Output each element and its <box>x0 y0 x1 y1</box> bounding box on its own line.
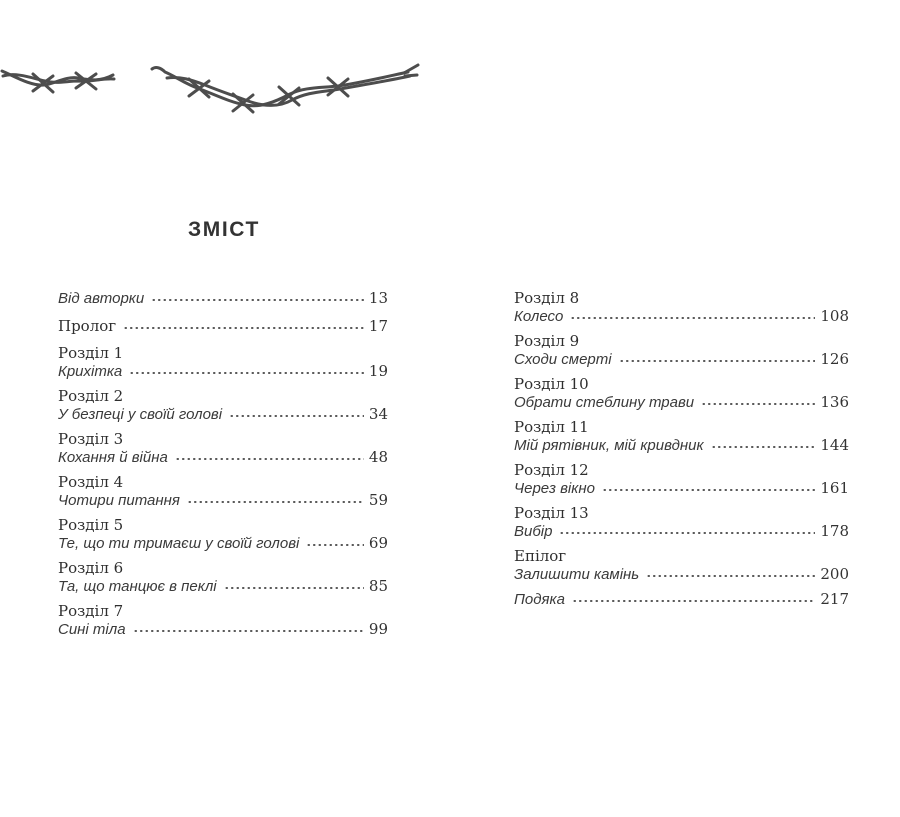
page-number: 200 <box>820 564 849 583</box>
toc-entry <box>514 462 849 497</box>
chapter-label: Розділ 13 <box>514 504 589 522</box>
toc-row <box>58 560 388 578</box>
chapter-title: Колесо <box>514 307 564 325</box>
page-number: 126 <box>820 349 849 368</box>
dot-leader <box>229 415 364 417</box>
chapter-title: Та, що танцює в пеклі <box>58 577 217 595</box>
dot-leader <box>306 544 364 546</box>
toc-entry <box>514 548 849 583</box>
dot-leader <box>711 446 816 448</box>
page-title: ЗМІСТ <box>188 218 260 241</box>
dot-leader <box>602 489 815 491</box>
toc-row <box>514 548 849 566</box>
chapter-label: Розділ 3 <box>58 430 124 448</box>
dot-leader <box>701 403 815 405</box>
dot-leader <box>187 501 364 503</box>
chapter-title: Через вікно <box>514 479 595 497</box>
toc-entry <box>58 345 388 380</box>
chapter-label: Розділ 2 <box>58 387 124 405</box>
chapter-label: Розділ 11 <box>514 418 589 436</box>
toc-row <box>58 578 388 596</box>
chapter-label: Розділ 8 <box>514 289 580 307</box>
dot-leader <box>619 360 816 362</box>
chapter-label: Розділ 9 <box>514 332 580 350</box>
toc-row <box>58 621 388 639</box>
toc-row <box>58 449 388 467</box>
toc-row <box>514 376 849 394</box>
toc-row <box>514 308 849 326</box>
toc-row <box>514 462 849 480</box>
chapter-label: Розділ 12 <box>514 461 589 479</box>
toc-row <box>58 517 388 535</box>
chapter-label: Розділ 4 <box>58 473 124 491</box>
toc-row <box>58 345 388 363</box>
toc-entry <box>58 318 388 336</box>
page-number: 69 <box>368 533 388 552</box>
page-number: 136 <box>820 392 849 411</box>
toc-entry <box>514 505 849 540</box>
chapter-title: Вибір <box>514 522 553 540</box>
toc-entry <box>514 333 849 368</box>
toc-entry <box>514 419 849 454</box>
page-number: 59 <box>368 490 388 509</box>
page-number: 161 <box>820 478 849 497</box>
toc-entry <box>58 560 388 595</box>
toc-row <box>58 535 388 553</box>
toc-row <box>514 523 849 541</box>
chapter-title: У безпеці у своїй голові <box>58 405 223 423</box>
toc-row <box>58 492 388 510</box>
toc-row <box>514 290 849 308</box>
dot-leader <box>559 532 815 534</box>
toc-row <box>514 333 849 351</box>
chapter-label: Розділ 6 <box>58 559 124 577</box>
page-number: 48 <box>368 447 388 466</box>
toc-row <box>58 290 388 308</box>
toc-row <box>514 566 849 584</box>
page-number: 178 <box>820 521 849 540</box>
chapter-label: Розділ 10 <box>514 375 589 393</box>
chapter-title: Те, що ти тримаєш у своїй голові <box>58 534 300 552</box>
dot-leader <box>175 458 364 460</box>
toc-row <box>58 388 388 406</box>
dot-leader <box>646 575 815 577</box>
toc-entry <box>58 431 388 466</box>
chapter-title: Кохання й війна <box>58 448 168 466</box>
chapter-title: Сині тіла <box>58 620 126 638</box>
toc-row <box>514 437 849 455</box>
page-number: 108 <box>820 306 849 325</box>
page-number: 13 <box>368 289 388 307</box>
chapter-title: Подяка <box>514 591 565 608</box>
toc-entry <box>514 591 849 609</box>
chapter-title: Крихітка <box>58 362 123 380</box>
toc-column-left <box>58 290 388 646</box>
chapter-label: Епілог <box>514 547 567 565</box>
dot-leader <box>224 587 364 589</box>
page-number: 144 <box>820 435 849 454</box>
toc-row <box>514 351 849 369</box>
toc-row <box>514 591 849 609</box>
toc-row <box>514 419 849 437</box>
chapter-label: Розділ 1 <box>58 344 124 362</box>
page-number: 34 <box>368 404 388 423</box>
chapter-title: Від авторки <box>58 290 145 307</box>
chapter-title: Обрати стеблину трави <box>514 393 695 411</box>
dot-leader <box>123 327 364 329</box>
page-number: 217 <box>820 590 849 608</box>
chapter-label: Розділ 7 <box>58 602 124 620</box>
page-number: 17 <box>368 316 388 335</box>
toc-row <box>514 394 849 412</box>
chapter-label: Розділ 5 <box>58 516 124 534</box>
toc-entry <box>58 517 388 552</box>
dot-leader <box>151 299 364 301</box>
toc-row <box>514 480 849 498</box>
toc-row <box>58 363 388 381</box>
toc-entry <box>58 474 388 509</box>
toc-row <box>58 406 388 424</box>
dot-leader <box>133 630 364 632</box>
toc-entry <box>58 388 388 423</box>
toc-row <box>58 603 388 621</box>
toc-row <box>58 318 388 336</box>
toc-row <box>58 431 388 449</box>
page-number: 19 <box>368 361 388 380</box>
toc-entry <box>514 290 849 325</box>
chapter-title: Мій рятівник, мій кривдник <box>514 436 704 454</box>
toc-column-right <box>514 290 849 646</box>
chapter-title: Сходи смерті <box>514 350 612 368</box>
dot-leader <box>129 372 364 374</box>
chapter-label: Пролог <box>58 316 117 335</box>
page-number: 85 <box>368 576 388 595</box>
table-of-contents <box>58 290 849 646</box>
barbed-wire-illustration <box>0 52 420 122</box>
chapter-title: Чотири питання <box>58 491 180 509</box>
chapter-title: Залишити камінь <box>514 565 640 583</box>
dot-leader <box>572 600 815 602</box>
toc-entry <box>58 290 388 308</box>
dot-leader <box>570 317 815 319</box>
toc-row <box>514 505 849 523</box>
page-number: 99 <box>368 619 388 638</box>
toc-row <box>58 474 388 492</box>
toc-entry <box>58 603 388 638</box>
toc-entry <box>514 376 849 411</box>
